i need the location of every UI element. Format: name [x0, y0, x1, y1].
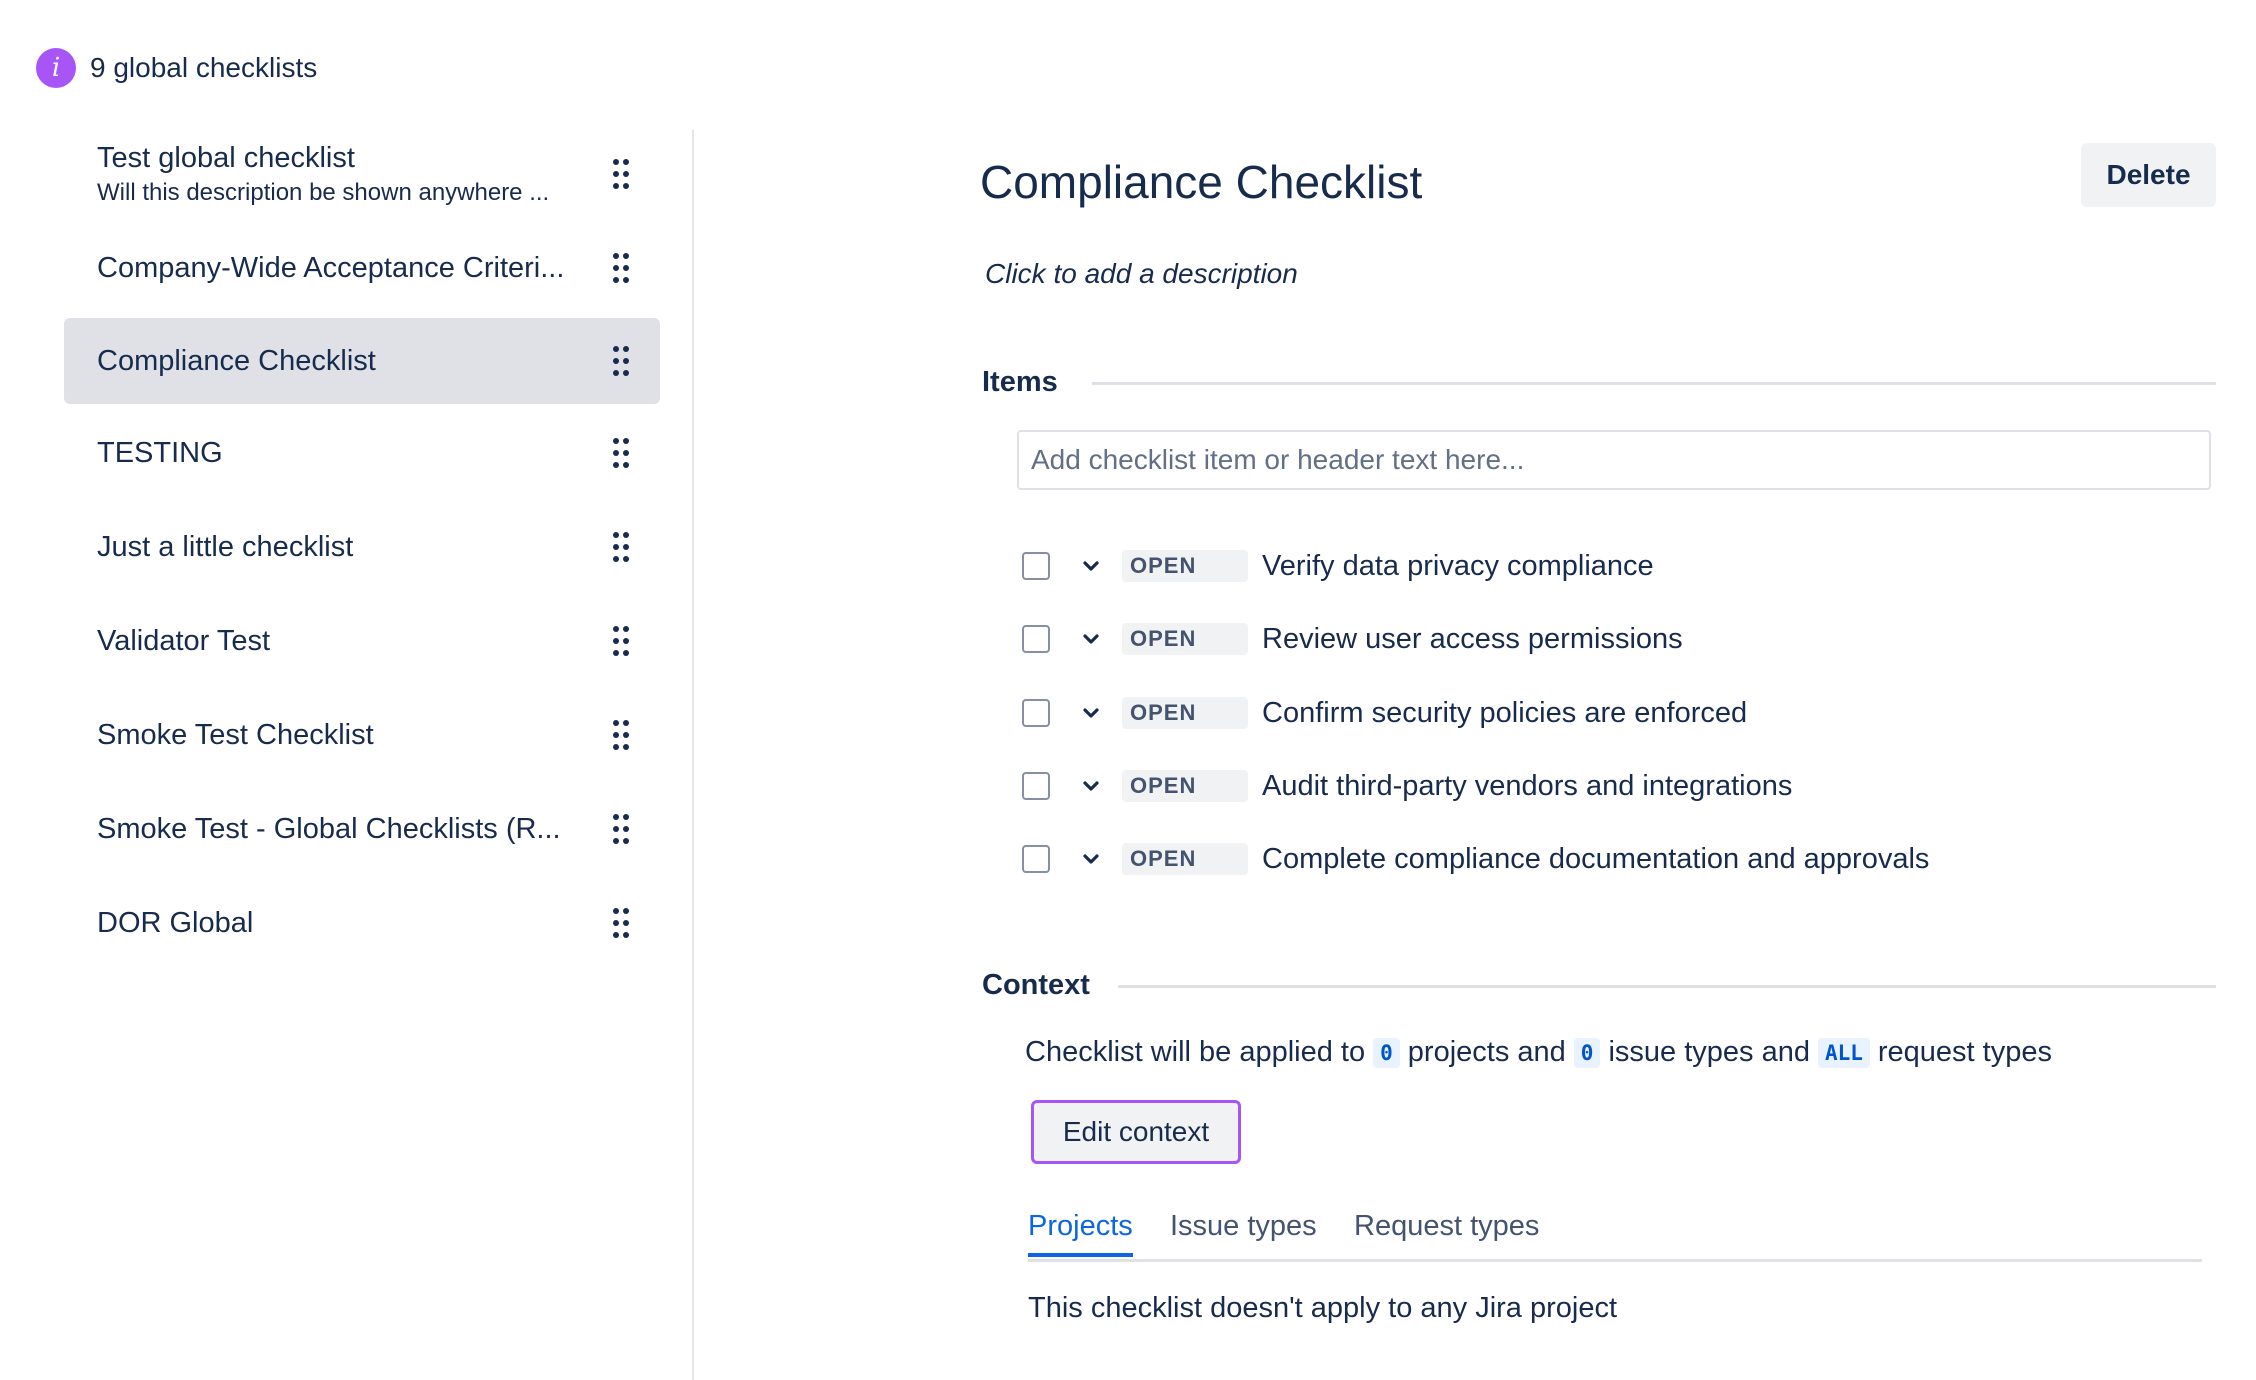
sidebar-item-testing[interactable] — [64, 406, 660, 500]
sidebar-item-test-global-checklist[interactable] — [64, 128, 660, 220]
page-header — [36, 48, 317, 88]
projects-count-badge: 0 — [1373, 1038, 1400, 1068]
sidebar-item-compliance-checklist[interactable] — [64, 318, 660, 404]
status-badge[interactable]: OPEN — [1122, 770, 1248, 802]
sidebar-item-label: Smoke Test - Global Checklists (R... — [97, 812, 561, 845]
checklist-item-text[interactable]: Verify data privacy compliance — [1262, 549, 1654, 582]
chevron-down-icon[interactable] — [1080, 848, 1102, 870]
sidebar-item-description: Will this description be shown anywhere ... — [97, 178, 550, 206]
delete-button[interactable]: Delete — [2081, 143, 2216, 207]
add-checklist-item-input[interactable] — [1017, 430, 2211, 490]
checklist-item-text[interactable]: Confirm security policies are enforced — [1262, 696, 1748, 729]
checklist-item-text[interactable]: Complete compliance documentation and approvals — [1262, 842, 1930, 875]
sidebar-item-label: Validator Test — [97, 624, 271, 657]
item-checkbox[interactable] — [1022, 845, 1050, 873]
sidebar-item-validator-test[interactable] — [64, 594, 660, 688]
sidebar-item-smoke-test-checklist[interactable] — [64, 688, 660, 782]
sidebar-item-label: Just a little checklist — [97, 530, 354, 563]
checklist-item — [1022, 766, 1792, 806]
chevron-down-icon[interactable] — [1080, 555, 1102, 577]
sidebar-divider — [692, 130, 694, 1380]
context-section-divider — [1118, 985, 2216, 988]
item-checkbox[interactable] — [1022, 625, 1050, 653]
drag-handle-icon[interactable] — [612, 158, 630, 190]
drag-handle-icon[interactable] — [612, 813, 630, 845]
context-summary-prefix: Checklist will be applied to — [1025, 1036, 1366, 1068]
item-checkbox[interactable] — [1022, 552, 1050, 580]
sidebar-item-label: TESTING — [97, 436, 223, 469]
page-title[interactable]: Compliance Checklist — [980, 156, 1423, 208]
drag-handle-icon[interactable] — [612, 625, 630, 657]
sidebar-item-smoke-test-global-checklists[interactable] — [64, 782, 660, 876]
item-checkbox[interactable] — [1022, 699, 1050, 727]
context-summary — [1025, 1036, 2052, 1069]
context-section-label: Context — [982, 969, 1090, 1001]
sidebar-item-label: Compliance Checklist — [97, 344, 376, 377]
sidebar-item-dor-global[interactable] — [64, 876, 660, 970]
global-checklists-count: 9 global checklists — [90, 52, 318, 83]
chevron-down-icon[interactable] — [1080, 628, 1102, 650]
tab-issue-types[interactable] — [1170, 1210, 1317, 1243]
tab-request-types[interactable] — [1354, 1210, 1539, 1243]
tab-label: Projects — [1028, 1210, 1133, 1242]
sidebar-item-label: DOR Global — [97, 906, 254, 939]
drag-handle-icon[interactable] — [612, 719, 630, 751]
drag-handle-icon[interactable] — [612, 437, 630, 469]
active-tab-indicator — [1028, 1253, 1133, 1257]
checklist-item-text[interactable]: Review user access permissions — [1262, 622, 1683, 655]
status-badge[interactable]: OPEN — [1122, 550, 1248, 582]
context-summary-issue-types: issue types and — [1608, 1036, 1810, 1068]
sidebar-item-label: Company-Wide Acceptance Criteri... — [97, 251, 565, 284]
checklist-item — [1022, 619, 1683, 659]
context-tabs — [1028, 1206, 2202, 1262]
status-badge[interactable]: OPEN — [1122, 623, 1248, 655]
checklist-sidebar — [64, 128, 660, 970]
chevron-down-icon[interactable] — [1080, 775, 1102, 797]
context-empty-message: This checklist doesn't apply to any Jira project — [1028, 1292, 1618, 1324]
sidebar-item-just-a-little-checklist[interactable] — [64, 500, 660, 594]
checklist-item-text[interactable]: Audit third-party vendors and integrations — [1262, 769, 1793, 802]
sidebar-item-label: Test global checklist — [97, 141, 355, 174]
sidebar-item-label: Smoke Test Checklist — [97, 718, 374, 751]
drag-handle-icon[interactable] — [612, 252, 630, 284]
edit-context-button[interactable]: Edit context — [1031, 1100, 1241, 1164]
items-section-divider — [1092, 382, 2216, 385]
checklist-item — [1022, 693, 1747, 733]
context-summary-request-types: request types — [1877, 1036, 2052, 1068]
tab-label: Issue types — [1170, 1210, 1317, 1242]
sidebar-item-company-wide-acceptance[interactable] — [64, 220, 660, 316]
status-badge[interactable]: OPEN — [1122, 843, 1248, 875]
tab-projects[interactable] — [1028, 1210, 1133, 1243]
request-types-count-badge: ALL — [1818, 1038, 1870, 1068]
drag-handle-icon[interactable] — [612, 907, 630, 939]
checklist-item — [1022, 839, 1929, 879]
tab-label: Request types — [1354, 1210, 1540, 1242]
tabs-baseline — [1028, 1259, 2202, 1262]
items-section-label: Items — [982, 366, 1058, 398]
drag-handle-icon[interactable] — [612, 531, 630, 563]
checklist-detail-panel — [980, 0, 2220, 1380]
description-placeholder[interactable]: Click to add a description — [985, 258, 1298, 289]
checklist-item — [1022, 546, 1654, 586]
item-checkbox[interactable] — [1022, 772, 1050, 800]
context-summary-projects: projects and — [1407, 1036, 1566, 1068]
drag-handle-icon[interactable] — [612, 345, 630, 377]
info-icon: i — [36, 48, 76, 88]
status-badge[interactable]: OPEN — [1122, 697, 1248, 729]
issue-types-count-badge: 0 — [1574, 1038, 1601, 1068]
chevron-down-icon[interactable] — [1080, 702, 1102, 724]
